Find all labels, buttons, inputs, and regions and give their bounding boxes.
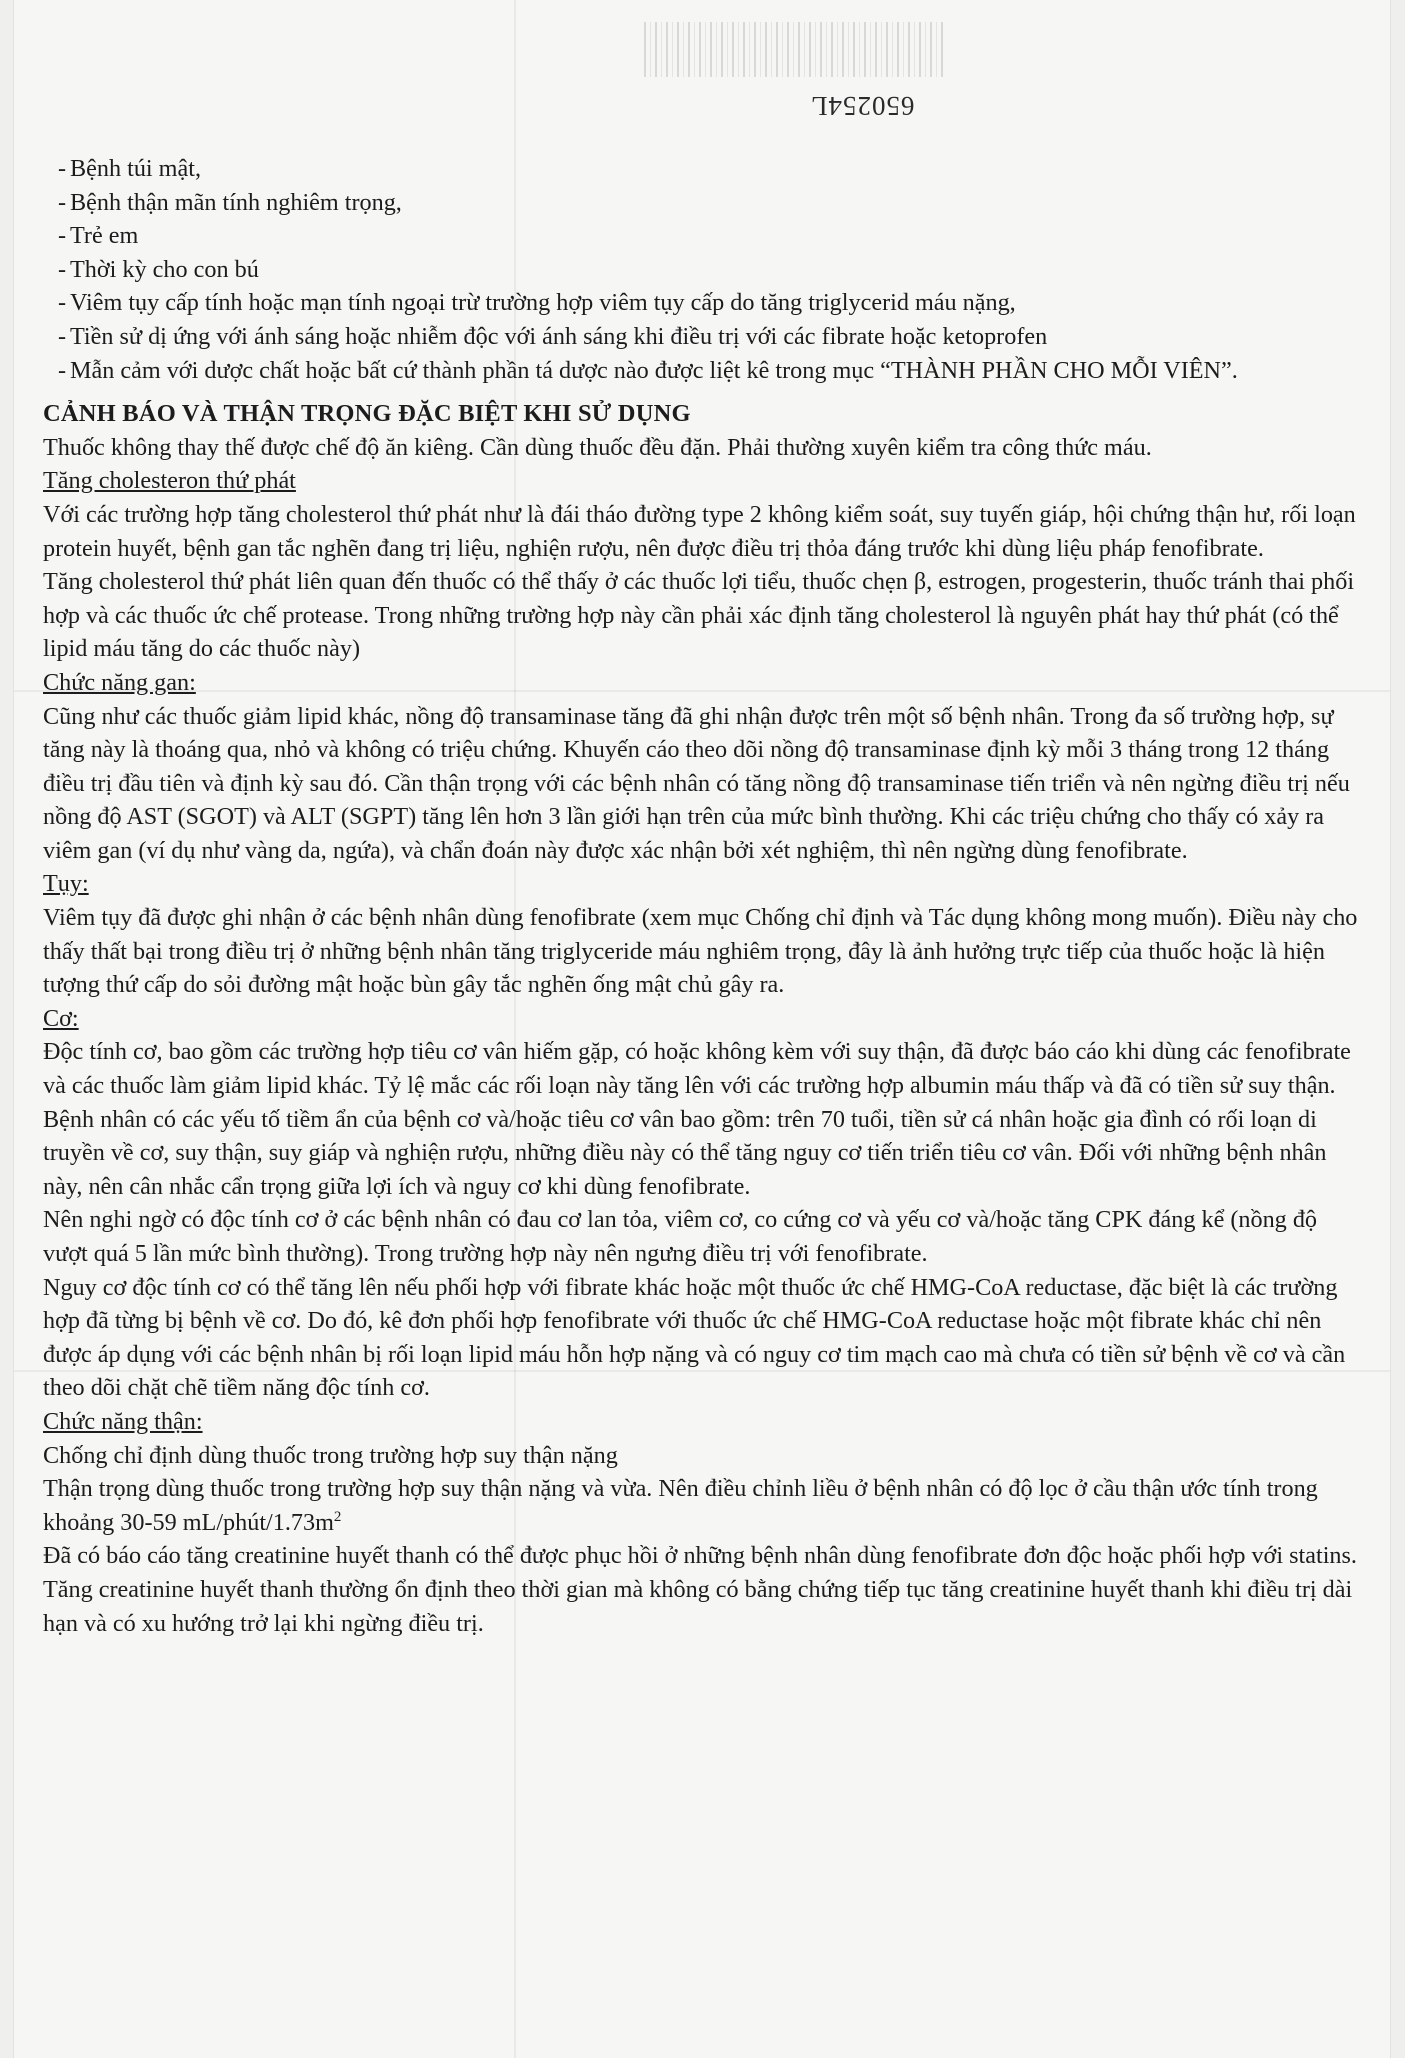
warnings-intro: Thuốc không thay thế được chế độ ăn kiêng. Cần dùng thuốc đều đặn. Phải thường xuyên kiểm tra công thức máu.: [43, 433, 1152, 461]
paragraph: Với các trường hợp tăng cholesterol thứ phát như là đái tháo đường type 2 không kiểm soát, suy tuyến giáp, hội chứng thận hư, rối loạn protein huyết, bệnh gan tắc nghẽn đang trị liệu, nghiện rượu, nên được điều trị thỏa đáng trước khi dùng liệu pháp fenofibrate.: [43, 500, 1356, 562]
paragraph: Nguy cơ độc tính cơ có thể tăng lên nếu phối hợp với fibrate khác hoặc một thuốc ức chế HMG-CoA reductase, đặc biệt là các trường hợp đã từng bị bệnh về cơ. Do đó, kê đơn phối hợp fenofibrate với thuốc ức chế HMG-CoA reductase hoặc một fibrate khác chỉ nên được áp dụng với các bệnh nhân bị rối loạn lipid máu hỗn hợp nặng và có nguy cơ tim mạch cao mà chưa có tiền sử bệnh về cơ và cần theo dõi chặt chẽ tiềm năng độc tính cơ.: [43, 1273, 1346, 1402]
paragraph: Bệnh nhân có các yếu tố tiềm ẩn của bệnh cơ và/hoặc tiêu cơ vân bao gồm: trên 70 tuổi, tiền sử cá nhân hoặc gia đình có rối loạn di truyền về cơ, suy thận, suy giáp và nghiện rượu, những điều này có thể tăng nguy cơ tiến triển tiêu cơ vân. Đối với những bệnh nhân này, nên cân nhắc cẩn trọng giữa lợi ích và nguy cơ khi dùng fenofibrate.: [43, 1105, 1327, 1200]
section-title-muscle: Cơ:: [43, 1004, 79, 1032]
document-page: [14, 0, 1390, 2058]
section-title-kidney: Chức năng thận:: [43, 1407, 203, 1435]
barcode-watermark: [644, 22, 944, 77]
list-item: - Thời kỳ cho con bú: [43, 253, 1363, 287]
paragraph: Tăng cholesterol thứ phát liên quan đến thuốc có thể thấy ở các thuốc lợi tiểu, thuốc chẹn β, estrogen, progesterin, thuốc tránh thai phối hợp và các thuốc ức chế protease. Trong những trường hợp này cần phải xác định tăng cholesterol là nguyên phát hay thứ phát (có thể lipid máu tăng do các thuốc này): [43, 568, 1355, 663]
paragraph: Thận trọng dùng thuốc trong trường hợp suy thận nặng và vừa. Nên điều chỉnh liều ở bệnh nhân có độ lọc ở cầu thận ước tính trong khoảng 30-59 $mL/phút/1.73m^2$: [43, 1475, 1318, 1536]
paragraph: Độc tính cơ, bao gồm các trường hợp tiêu cơ vân hiếm gặp, có hoặc không kèm với suy thận, đã được báo cáo khi dùng các fenofibrate và các thuốc làm giảm lipid khác. Tỷ lệ mắc các rối loạn này tăng lên với các trường hợp albumin máu thấp và đã có tiền sử suy thận.: [43, 1038, 1351, 1100]
list-item: - Bệnh thận mãn tính nghiêm trọng,: [43, 186, 1363, 220]
list-item: - Mẫn cảm với dược chất hoặc bất cứ thành phần tá dược nào được liệt kê trong mục “THÀNH PHẦN CHO MỖI VIÊN”.: [43, 354, 1363, 388]
paragraph: Chống chỉ định dùng thuốc trong trường hợp suy thận nặng: [43, 1441, 618, 1469]
section-title-pancreas: Tụy:: [43, 870, 89, 898]
list-item: - Tiền sử dị ứng với ánh sáng hoặc nhiễm độc với ánh sáng khi điều trị với các fibrate hoặc ketoprofen: [43, 320, 1363, 354]
paragraph: Viêm tụy đã được ghi nhận ở các bệnh nhân dùng fenofibrate (xem mục Chống chỉ định và Tác dụng không mong muốn). Điều này cho thấy thất bại trong điều trị ở những bệnh nhân tăng triglyceride máu nghiêm trọng, đây là ảnh hưởng trực tiếp của thuốc hoặc là hiện tượng thứ cấp do sỏi đường mật hoặc bùn gây tắc nghẽn ống mật chủ gây ra.: [43, 904, 1358, 999]
section-title-liver: Chức năng gan:: [43, 668, 196, 696]
paragraph: Đã có báo cáo tăng creatinine huyết thanh có thể được phục hồi ở những bệnh nhân dùng fenofibrate đơn độc hoặc phối hợp với statins. Tăng creatinine huyết thanh thường ổn định theo thời gian mà không có bằng chứng tiếp tục tăng creatinine huyết thanh khi điều trị dài hạn và có xu hướng trở lại khi ngừng điều trị.: [43, 1542, 1357, 1637]
section-title-secondary: Tăng cholesteron thứ phát: [43, 467, 296, 495]
document-content: [43, 152, 1363, 1640]
paragraph: Cũng như các thuốc giảm lipid khác, nồng độ transaminase tăng đã ghi nhận được trên một số bệnh nhân. Trong đa số trường hợp, sự tăng này là thoáng qua, nhỏ và không có triệu chứng. Khuyến cáo theo dõi nồng độ transaminase định kỳ mỗi 3 tháng trong 12 tháng điều trị đầu tiên và định kỳ sau đó. Cần thận trọng với các bệnh nhân có tăng nồng độ transaminase tiến triển và nên ngừng điều trị nếu nồng độ AST (SGOT) và ALT (SGPT) tăng lên hơn 3 lần giới hạn trên của mức bình thường. Khi các triệu chứng cho thấy có xảy ra viêm gan (ví dụ như vàng da, ngứa), và chẩn đoán này được xác nhận bởi xét nghiệm, thì nên ngừng dùng fenofibrate.: [43, 702, 1350, 864]
list-item: - Viêm tụy cấp tính hoặc mạn tính ngoại trừ trường hợp viêm tụy cấp do tăng triglycerid máu nặng,: [43, 286, 1363, 320]
list-item: - Trẻ em: [43, 219, 1363, 253]
list-item: - Bệnh túi mật,: [43, 152, 1363, 186]
superscript: 2: [333, 1508, 342, 1525]
paragraph: Nên nghi ngờ có độc tính cơ ở các bệnh nhân có đau cơ lan tỏa, viêm cơ, co cứng cơ và yếu cơ và/hoặc tăng CPK đáng kể (nồng độ vượt quá 5 lần mức bình thường). Trong trường hợp này nên ngưng điều trị với fenofibrate.: [43, 1206, 1318, 1267]
document-code: 650254L: [810, 91, 915, 121]
warnings-heading: CẢNH BÁO VÀ THẬN TRỌNG ĐẶC BIỆT KHI SỬ DỤNG: [43, 400, 691, 428]
contraindication-list: [43, 152, 1363, 387]
